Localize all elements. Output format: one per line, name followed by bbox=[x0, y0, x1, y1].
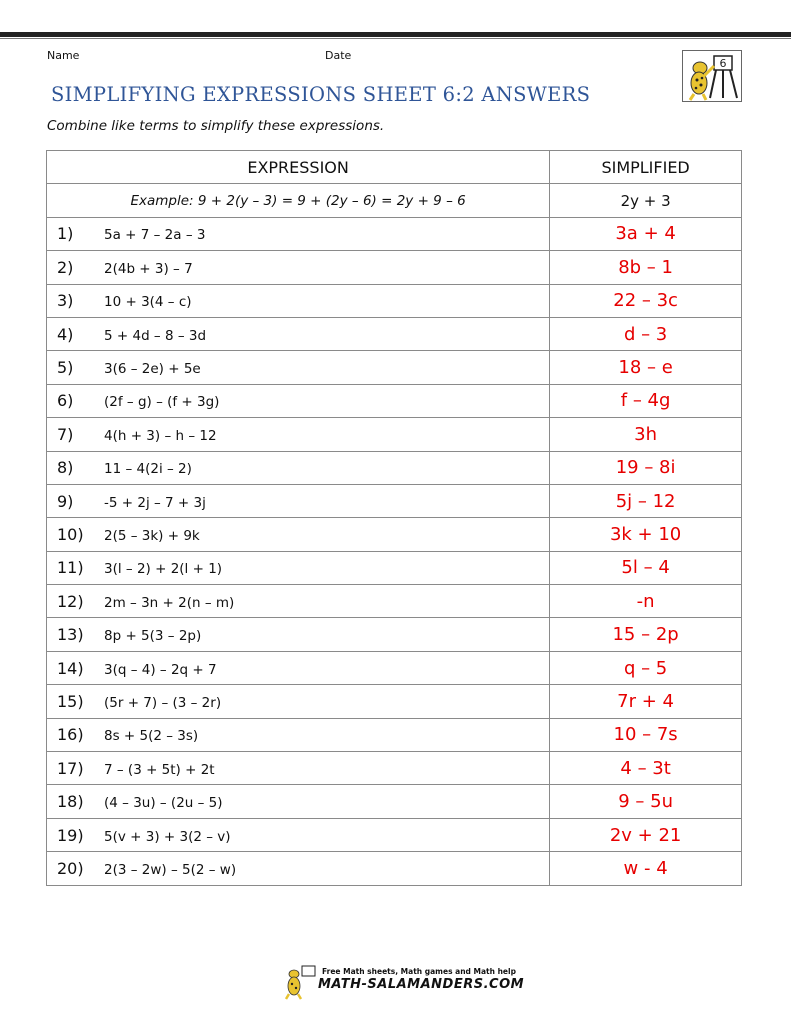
example-answer: 2y + 3 bbox=[550, 184, 742, 217]
table-row bbox=[47, 551, 742, 584]
problem-expression: 3(6 – 2e) + 5e bbox=[104, 361, 201, 378]
answer-cell: 19 – 8i bbox=[550, 451, 742, 484]
problem-expression: 10 + 3(4 – c) bbox=[104, 294, 192, 311]
column-header-expression: EXPRESSION bbox=[47, 151, 550, 184]
table-row bbox=[47, 785, 742, 818]
date-label: Date bbox=[325, 49, 352, 62]
problem-number: 4) bbox=[57, 324, 74, 344]
problem-expression: 2m – 3n + 2(n – m) bbox=[104, 594, 235, 611]
answer-cell: 8b – 1 bbox=[550, 251, 742, 284]
expression-cell bbox=[47, 618, 550, 651]
instructions: Combine like terms to simplify these expressions. bbox=[47, 118, 385, 134]
answer-cell: 3h bbox=[550, 418, 742, 451]
table-row bbox=[47, 718, 742, 751]
table-row bbox=[47, 518, 742, 551]
problem-expression: 7 – (3 + 5t) + 2t bbox=[104, 761, 215, 778]
expression-cell bbox=[47, 217, 550, 250]
table-row bbox=[47, 585, 742, 618]
name-label: Name bbox=[47, 49, 80, 62]
table-row bbox=[47, 317, 742, 350]
expression-cell bbox=[47, 752, 550, 785]
grade-badge-text: 6 bbox=[719, 57, 727, 70]
table-row bbox=[47, 351, 742, 384]
expression-cell bbox=[47, 251, 550, 284]
table-row bbox=[47, 484, 742, 517]
table-row bbox=[47, 752, 742, 785]
expression-cell bbox=[47, 785, 550, 818]
problem-expression: 5(v + 3) + 3(2 – v) bbox=[104, 828, 231, 845]
problem-expression: 2(3 – 2w) – 5(2 – w) bbox=[104, 861, 237, 878]
table-row bbox=[47, 651, 742, 684]
answer-cell: 5j – 12 bbox=[550, 484, 742, 517]
salamander-easel-logo-icon bbox=[682, 50, 742, 102]
expression-cell bbox=[47, 718, 550, 751]
answer-cell: 5l – 4 bbox=[550, 551, 742, 584]
footer-logo[interactable] bbox=[284, 964, 525, 1000]
answer-cell: 10 – 7s bbox=[550, 718, 742, 751]
table-row bbox=[47, 818, 742, 851]
problem-expression: 11 – 4(2i – 2) bbox=[104, 461, 192, 478]
problem-expression: -5 + 2j – 7 + 3j bbox=[104, 494, 206, 511]
expression-cell bbox=[47, 351, 550, 384]
example-row bbox=[47, 184, 742, 217]
answer-cell: 3a + 4 bbox=[550, 217, 742, 250]
expression-cell bbox=[47, 518, 550, 551]
problem-number: 7) bbox=[57, 424, 74, 444]
answer-cell: 4 – 3t bbox=[550, 752, 742, 785]
expression-cell bbox=[47, 418, 550, 451]
answer-cell: 22 – 3c bbox=[550, 284, 742, 317]
column-header-simplified: SIMPLIFIED bbox=[550, 151, 742, 184]
problem-number: 12) bbox=[57, 591, 84, 611]
top-rule bbox=[0, 32, 791, 37]
answer-cell: w - 4 bbox=[550, 852, 742, 885]
expression-cell bbox=[47, 551, 550, 584]
problem-number: 5) bbox=[57, 358, 74, 378]
answer-cell: 3k + 10 bbox=[550, 518, 742, 551]
expression-cell bbox=[47, 384, 550, 417]
problem-number: 18) bbox=[57, 792, 84, 812]
problem-number: 19) bbox=[57, 825, 84, 845]
answer-cell: 2v + 21 bbox=[550, 818, 742, 851]
expression-cell bbox=[47, 685, 550, 718]
expression-cell bbox=[47, 284, 550, 317]
table-row bbox=[47, 251, 742, 284]
problem-number: 16) bbox=[57, 725, 84, 745]
expression-cell bbox=[47, 484, 550, 517]
problem-expression: 3(q – 4) – 2q + 7 bbox=[104, 661, 217, 678]
answers-table bbox=[46, 150, 742, 886]
expression-cell bbox=[47, 852, 550, 885]
expression-cell bbox=[47, 317, 550, 350]
problem-expression: 5 + 4d – 8 – 3d bbox=[104, 327, 207, 344]
table-row bbox=[47, 284, 742, 317]
answer-cell: 15 – 2p bbox=[550, 618, 742, 651]
table-row bbox=[47, 451, 742, 484]
answer-cell: -n bbox=[550, 585, 742, 618]
problem-expression: 2(5 – 3k) + 9k bbox=[104, 527, 200, 544]
problem-number: 1) bbox=[57, 224, 74, 244]
salamander-logo-icon bbox=[284, 964, 318, 1000]
answer-cell: 18 – e bbox=[550, 351, 742, 384]
problem-expression: 2(4b + 3) – 7 bbox=[104, 260, 193, 277]
problem-number: 13) bbox=[57, 625, 84, 645]
problem-number: 14) bbox=[57, 658, 84, 678]
table-row bbox=[47, 384, 742, 417]
problem-number: 17) bbox=[57, 758, 84, 778]
answer-cell: d – 3 bbox=[550, 317, 742, 350]
problem-number: 6) bbox=[57, 391, 74, 411]
problem-expression: (5r + 7) – (3 – 2r) bbox=[104, 694, 222, 711]
problem-expression: (2f – g) – (f + 3g) bbox=[104, 394, 220, 411]
problem-number: 10) bbox=[57, 524, 84, 544]
footer-tagline: Free Math sheets, Math games and Math help bbox=[322, 967, 516, 976]
page-title: SIMPLIFYING EXPRESSIONS SHEET 6:2 ANSWERS bbox=[51, 83, 591, 106]
problem-expression: 5a + 7 – 2a – 3 bbox=[104, 227, 206, 244]
example-expression: Example: 9 + 2(y – 3) = 9 + (2y – 6) = 2y + 9 – 6 bbox=[47, 184, 550, 217]
footer-brand: MATH-SALAMANDERS.COM bbox=[318, 977, 525, 992]
answer-cell: q – 5 bbox=[550, 651, 742, 684]
table-row bbox=[47, 618, 742, 651]
problem-number: 11) bbox=[57, 558, 84, 578]
expression-cell bbox=[47, 451, 550, 484]
problem-expression: 8p + 5(3 – 2p) bbox=[104, 628, 202, 645]
table-row bbox=[47, 418, 742, 451]
answer-cell: 7r + 4 bbox=[550, 685, 742, 718]
table-row bbox=[47, 217, 742, 250]
problem-number: 8) bbox=[57, 458, 74, 478]
problem-expression: 8s + 5(2 – 3s) bbox=[104, 728, 199, 745]
problem-number: 2) bbox=[57, 257, 74, 277]
problem-number: 3) bbox=[57, 291, 74, 311]
table-header-row bbox=[47, 151, 742, 184]
answer-cell: f – 4g bbox=[550, 384, 742, 417]
expression-cell bbox=[47, 651, 550, 684]
problem-expression: 3(l – 2) + 2(l + 1) bbox=[104, 561, 223, 578]
problem-number: 15) bbox=[57, 691, 84, 711]
problem-number: 20) bbox=[57, 858, 84, 878]
problem-number: 9) bbox=[57, 491, 74, 511]
top-rule-thin bbox=[0, 38, 791, 39]
expression-cell bbox=[47, 818, 550, 851]
expression-cell bbox=[47, 585, 550, 618]
table-row bbox=[47, 852, 742, 885]
answer-cell: 9 – 5u bbox=[550, 785, 742, 818]
problem-expression: (4 – 3u) – (2u – 5) bbox=[104, 795, 223, 812]
table-row bbox=[47, 685, 742, 718]
problem-expression: 4(h + 3) – h – 12 bbox=[104, 427, 217, 444]
